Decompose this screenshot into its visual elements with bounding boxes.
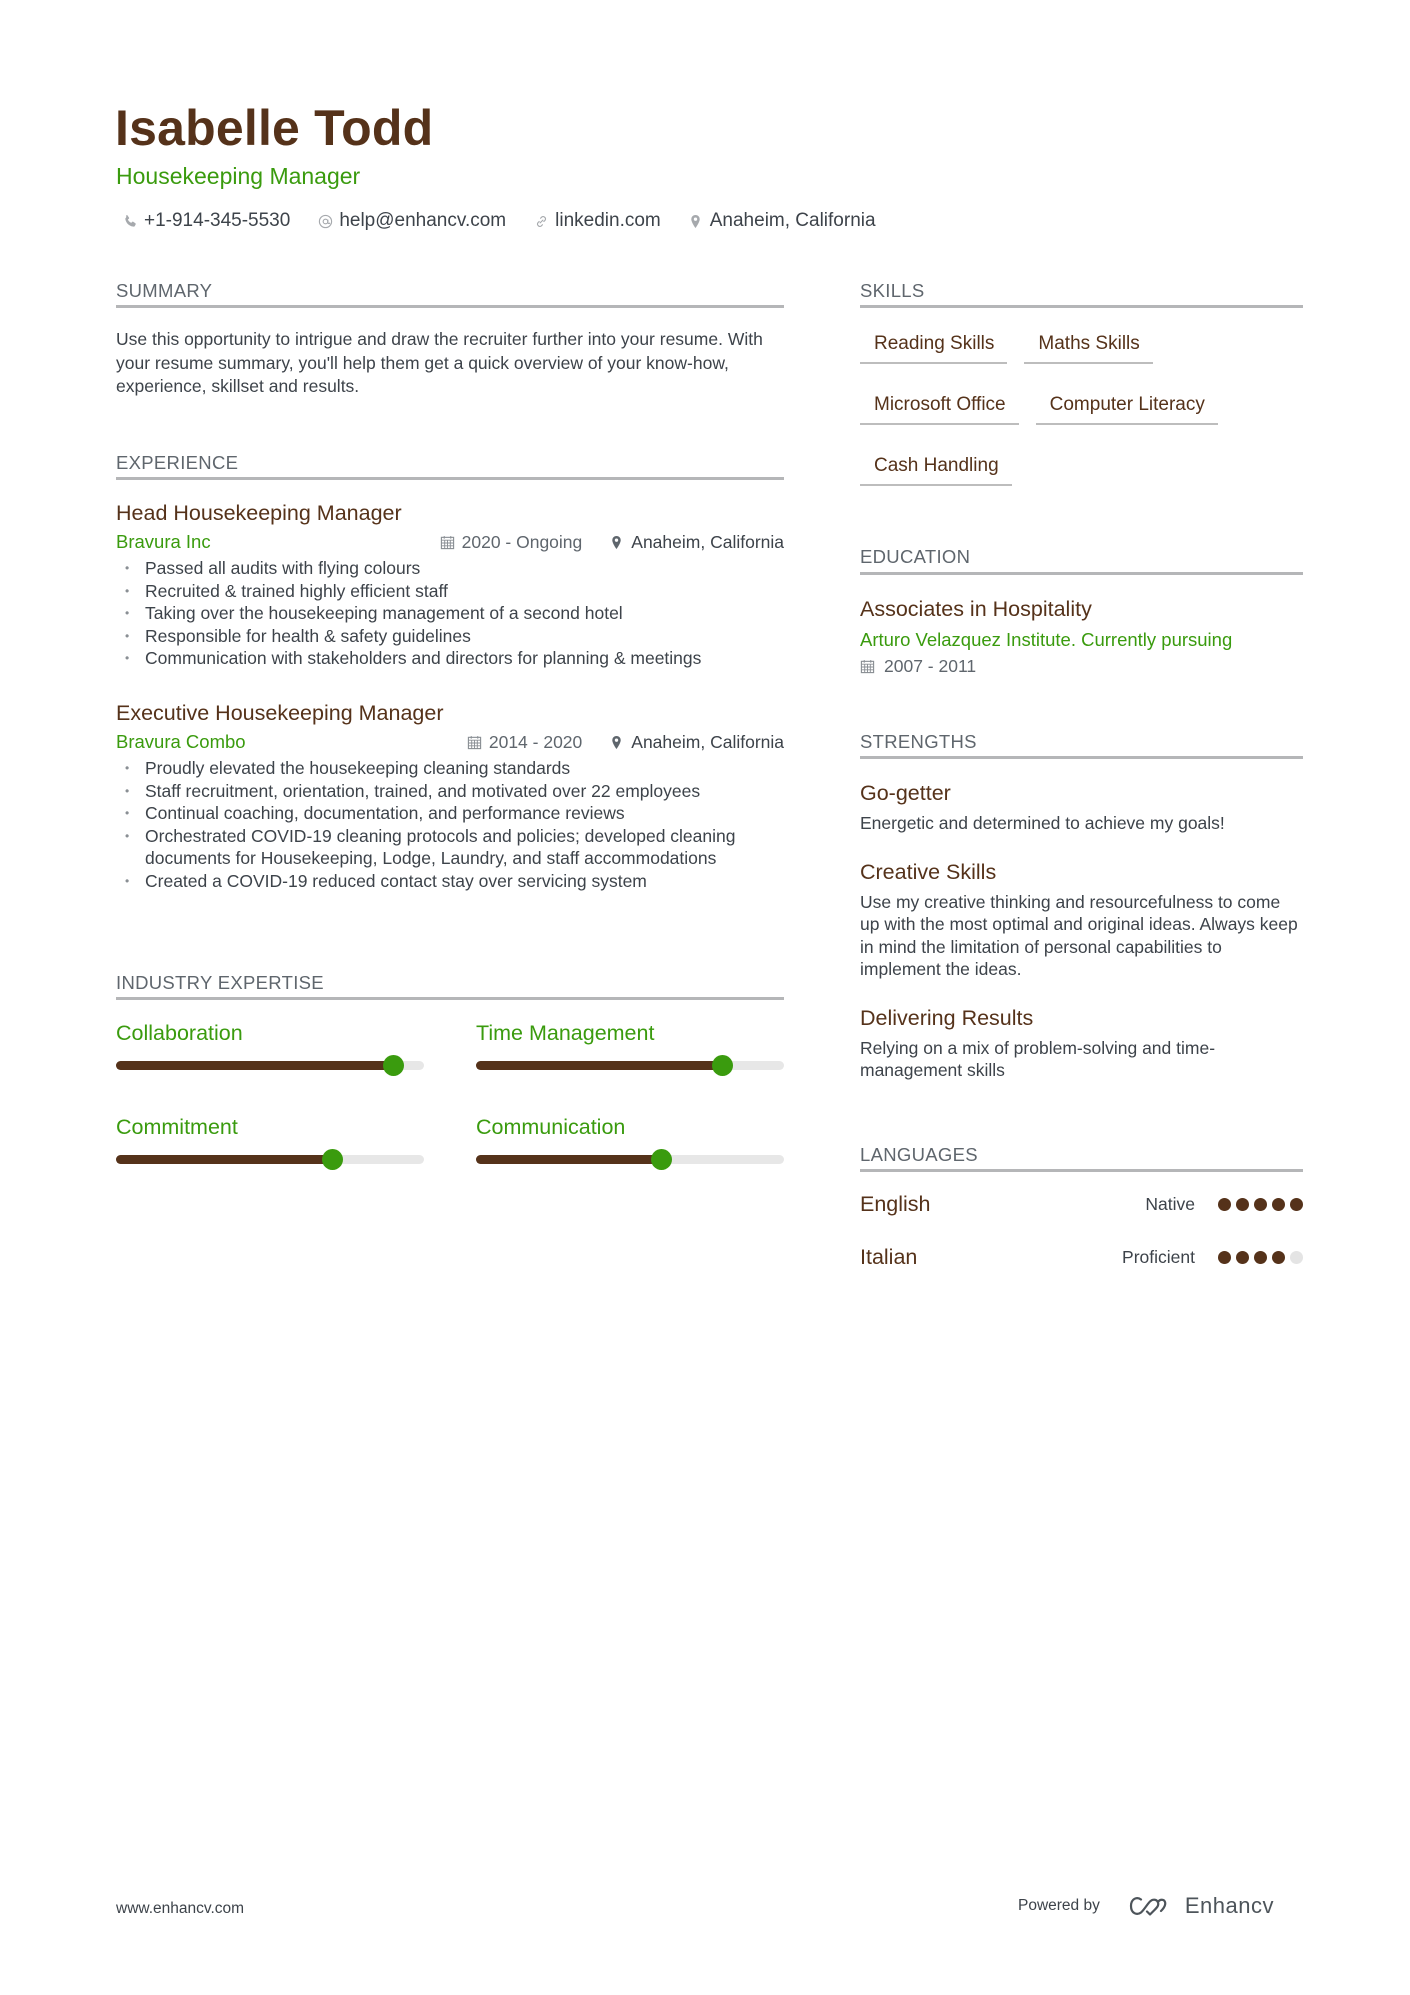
bullet-item: • Continual coaching, documentation, and performance reviews xyxy=(116,802,784,825)
expertise-bar xyxy=(476,1061,784,1070)
brand-name: Enhancv xyxy=(1184,1893,1274,1918)
at-icon xyxy=(317,213,333,229)
skill-tag: Maths Skills xyxy=(1024,333,1152,364)
expertise-bar-fill xyxy=(116,1061,393,1070)
expertise-item xyxy=(476,1114,784,1164)
rating-dot-filled xyxy=(1272,1251,1285,1264)
language-name: Italian xyxy=(860,1245,918,1269)
rating-dot-filled xyxy=(1218,1251,1231,1264)
expertise-bar-fill xyxy=(476,1155,661,1164)
phone-text: +1-914-345-5530 xyxy=(144,210,291,231)
rating-dot-filled xyxy=(1290,1198,1303,1211)
powered-by-label: Powered by xyxy=(1018,1897,1100,1914)
bullet-item: • Orchestrated COVID-19 cleaning protocols and policies; developed cleaning documents for Housekeeping, Lodge, Laundry, and staff accommodations xyxy=(116,825,784,870)
bullet-item: • Created a COVID-19 reduced contact stay over servicing system xyxy=(116,870,784,893)
company-name: Bravura Inc xyxy=(116,531,211,552)
education-entry xyxy=(860,596,1303,677)
job-location: Anaheim, California xyxy=(631,531,784,552)
language-rating xyxy=(1213,1198,1303,1211)
strength-item xyxy=(860,780,1303,835)
email-text: help@enhancv.com xyxy=(339,210,507,231)
location-text: Anaheim, California xyxy=(709,210,876,231)
calendar-icon xyxy=(467,735,482,750)
section-divider xyxy=(860,1169,1303,1172)
rating-dot-filled xyxy=(1236,1198,1249,1211)
expertise-bar-knob xyxy=(712,1055,733,1076)
bullet-item: • Passed all audits with flying colours xyxy=(116,557,784,580)
language-level: Proficient xyxy=(1122,1247,1195,1267)
section-divider xyxy=(860,756,1303,759)
footer-website[interactable]: www.enhancv.com xyxy=(116,1900,245,1917)
section-heading-summary: SUMMARY xyxy=(116,280,213,301)
company-name: Bravura Combo xyxy=(116,731,246,752)
bullet-item: • Proudly elevated the housekeeping cleaning standards xyxy=(116,757,784,780)
link-text: linkedin.com xyxy=(555,210,661,231)
strength-item xyxy=(860,859,1303,981)
strength-title: Go-getter xyxy=(860,781,951,805)
degree: Associates in Hospitality xyxy=(860,597,1092,621)
expertise-bar-fill xyxy=(116,1155,332,1164)
expertise-bar-fill xyxy=(476,1061,722,1070)
strength-title: Creative Skills xyxy=(860,859,997,884)
bullet-item: • Staff recruitment, orientation, trained, and motivated over 22 employees xyxy=(116,780,784,803)
skill-tag: Reading Skills xyxy=(860,333,1007,364)
expertise-bar-knob xyxy=(651,1149,672,1170)
strength-item xyxy=(860,1005,1303,1082)
section-divider xyxy=(116,997,784,1000)
strengths-list xyxy=(860,780,1303,1106)
section-divider xyxy=(860,572,1303,575)
education-dates: 2007 - 2011 xyxy=(884,656,977,676)
contact-location xyxy=(688,209,876,233)
candidate-name: Isabelle Todd xyxy=(115,100,434,156)
expertise-item xyxy=(476,1020,784,1070)
contact-email[interactable] xyxy=(317,209,506,233)
skill-tag: Computer Literacy xyxy=(1036,394,1218,425)
experience-entry xyxy=(116,500,784,670)
section-divider xyxy=(116,477,784,480)
rating-dot-filled xyxy=(1218,1198,1231,1211)
job-title: Head Housekeeping Manager xyxy=(116,501,402,525)
language-level: Native xyxy=(1145,1194,1195,1214)
language-name: English xyxy=(860,1192,931,1216)
candidate-title: Housekeeping Manager xyxy=(116,163,361,189)
skills-list xyxy=(860,333,1305,516)
map-pin-icon xyxy=(609,735,624,750)
rating-dot-empty xyxy=(1290,1251,1303,1264)
phone-icon xyxy=(122,213,138,229)
expertise-label: Collaboration xyxy=(116,1021,243,1045)
expertise-item xyxy=(116,1114,424,1164)
rating-dot-filled xyxy=(1254,1251,1267,1264)
bullet-item: • Communication with stakeholders and directors for planning & meetings xyxy=(116,647,784,670)
calendar-icon xyxy=(860,659,875,674)
expertise-bar-knob xyxy=(322,1149,343,1170)
section-heading-skills: SKILLS xyxy=(860,280,925,301)
job-bullets xyxy=(116,557,784,670)
rating-dot-filled xyxy=(1254,1198,1267,1211)
bullet-item: • Responsible for health & safety guidelines xyxy=(116,625,784,648)
expertise-label: Communication xyxy=(476,1115,626,1139)
section-divider xyxy=(860,305,1303,308)
strength-desc: Energetic and determined to achieve my goals! xyxy=(860,813,1225,833)
section-heading-experience: EXPERIENCE xyxy=(116,452,239,473)
bullet-item: • Recruited & trained highly efficient staff xyxy=(116,580,784,603)
language-item xyxy=(860,1245,1303,1270)
section-heading-expertise: INDUSTRY EXPERTISE xyxy=(116,972,324,993)
contact-phone[interactable] xyxy=(122,209,290,233)
strength-title: Delivering Results xyxy=(860,1005,1034,1030)
footer-branding xyxy=(1018,1893,1274,1919)
expertise-bar xyxy=(116,1155,424,1164)
section-heading-strengths: STRENGTHS xyxy=(860,731,977,752)
expertise-label: Commitment xyxy=(116,1115,238,1139)
expertise-bar-knob xyxy=(383,1055,404,1076)
summary-text: Use this opportunity to intrigue and draw the recruiter further into your resume. With your resume summary, you'll help them get a quick overview of your know-how, experience, skillset and results. xyxy=(116,329,763,396)
job-title: Executive Housekeeping Manager xyxy=(116,701,444,725)
job-bullets xyxy=(116,757,784,892)
enhancv-logo-icon xyxy=(1127,1894,1173,1918)
language-rating xyxy=(1213,1251,1303,1264)
skill-tag: Cash Handling xyxy=(860,455,1012,486)
expertise-item xyxy=(116,1020,424,1070)
strength-desc: Use my creative thinking and resourcefulness to come up with the most optimal and original ideas. Always keep in mind the limitation of personal capabilities to implement the ideas. xyxy=(860,891,1298,979)
experience-entry xyxy=(116,700,784,892)
expertise-bar xyxy=(116,1061,424,1070)
rating-dot-filled xyxy=(1236,1251,1249,1264)
section-heading-languages: LANGUAGES xyxy=(860,1144,978,1165)
expertise-label: Time Management xyxy=(476,1021,655,1045)
contact-bar xyxy=(122,209,903,233)
strength-desc: Relying on a mix of problem-solving and time-management skills xyxy=(860,1037,1216,1080)
rating-dot-filled xyxy=(1272,1198,1285,1211)
school: Arturo Velazquez Institute. Currently pursuing xyxy=(860,629,1233,650)
link-icon xyxy=(533,213,549,229)
job-location: Anaheim, California xyxy=(631,731,784,752)
map-pin-icon xyxy=(688,213,704,229)
expertise-bar xyxy=(476,1155,784,1164)
calendar-icon xyxy=(440,535,455,550)
section-divider xyxy=(116,305,784,308)
language-item xyxy=(860,1192,1303,1217)
job-dates: 2014 - 2020 xyxy=(488,731,583,752)
skill-tag: Microsoft Office xyxy=(860,394,1019,425)
bullet-item: • Taking over the housekeeping management of a second hotel xyxy=(116,602,784,625)
contact-link[interactable] xyxy=(533,209,661,233)
map-pin-icon xyxy=(609,535,624,550)
job-dates: 2020 - Ongoing xyxy=(461,531,583,552)
section-heading-education: EDUCATION xyxy=(860,546,971,567)
